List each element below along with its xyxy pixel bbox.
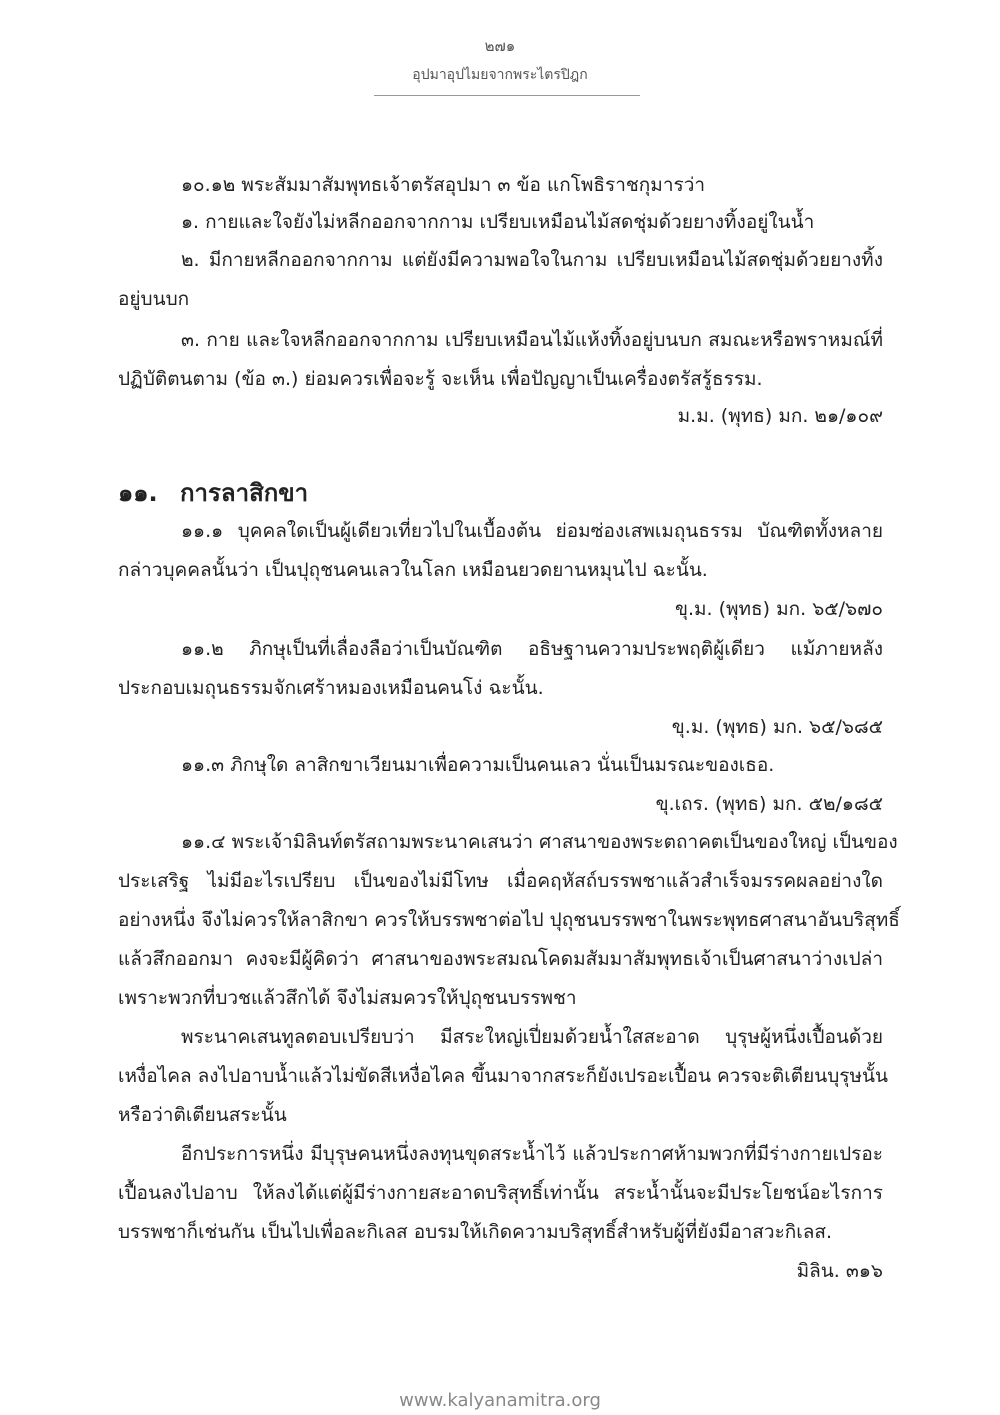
list-item-2-line-1: ๒. มีกายหลีกออกจากกาม แต่ยังมีความพอใจในกาม เปรียบเหมือนไม้สดชุ่มด้วยยางทิ้ง	[181, 249, 883, 271]
section-number: ๑๑.	[118, 479, 158, 507]
citation-10-12: ม.ม. (พุทธ) มก. ๒๑/๑๐๙	[677, 405, 883, 427]
paragraph-11-4-line-4: แล้วสึกออกมา คงจะมีผู้คิดว่า ศาสนาของพระสมณโคดมสัมมาสัมพุทธเจ้าเป็นศาสนาว่างเปล่า	[118, 948, 883, 970]
list-item-3-line-2: ปฏิบัติตนตาม (ข้อ ๓.) ย่อมควรเพื่อจะรู้ จะเห็น เพื่อปัญญาเป็นเครื่องตรัสรู้ธรรม.	[118, 368, 763, 390]
page-number: ๒๗๑	[484, 37, 516, 55]
citation-11-3: ขุ.เถร. (พุทธ) มก. ๕๒/๑๘๕	[655, 793, 883, 815]
citation-milinda: มิลิน. ๓๑๖	[796, 1260, 883, 1282]
paragraph-10-12-intro: ๑๐.๑๒ พระสัมมาสัมพุทธเจ้าตรัสอุปมา ๓ ข้อ แกโพธิราชกุมารว่า	[181, 174, 706, 196]
paragraph-11-2-line-1: ๑๑.๒ ภิกษุเป็นที่เลื่องลือว่าเป็นบัณฑิต อธิษฐานความประพฤติผู้เดียว แม้ภายหลัง	[181, 638, 883, 660]
paragraph-analogy-line-1: อีกประการหนึ่ง มีบุรุษคนหนึ่งลงทุนขุดสระน้ำไว้ แล้วประกาศห้ามพวกที่มีร่างกายเปรอะ	[181, 1143, 883, 1165]
paragraph-11-4-line-3: อย่างหนึ่ง จึงไม่ควรให้ลาสิกขา ควรให้บรรพชาต่อไป ปุถุชนบรรพชาในพระพุทธศาสนาอันบริสุทธิ์	[118, 909, 900, 931]
paragraph-answer-line-2: เหงื่อไคล ลงไปอาบน้ำแล้วไม่ขัดสีเหงื่อไคล ขึ้นมาจากสระก็ยังเปรอะเปื้อน ควรจะติเตียนบุรุษนั้น	[118, 1065, 888, 1087]
paragraph-analogy-line-3: บรรพชาก็เช่นกัน เป็นไปเพื่อละกิเลส อบรมให้เกิดความบริสุทธิ์สำหรับผู้ที่ยังมีอาสวะกิเลส.	[118, 1221, 833, 1243]
footer-website: www.kalyanamitra.org	[399, 1390, 601, 1411]
paragraph-answer-line-3: หรือว่าติเตียนสระนั้น	[118, 1104, 287, 1126]
paragraph-analogy-line-2: เปื้อนลงไปอาบ ให้ลงได้แต่ผู้มีร่างกายสะอาดบริสุทธิ์เท่านั้น สระน้ำนั้นจะมีประโยชน์อะไรการ	[118, 1182, 883, 1204]
paragraph-answer-line-1: พระนาคเสนทูลตอบเปรียบว่า มีสระใหญ่เปี่ยมด้วยน้ำใสสะอาด บุรุษผู้หนึ่งเปื้อนด้วย	[181, 1026, 883, 1048]
paragraph-11-4-line-1: ๑๑.๔ พระเจ้ามิลินท์ตรัสถามพระนาคเสนว่า ศาสนาของพระตถาคตเป็นของใหญ่ เป็นของ	[181, 831, 898, 853]
header-divider	[374, 95, 640, 96]
citation-11-1: ขุ.ม. (พุทธ) มก. ๖๕/๖๗๐	[674, 598, 883, 620]
running-header-title: อุปมาอุปไมยจากพระไตรปิฎก	[412, 67, 588, 83]
paragraph-11-4-line-2: ประเสริฐ ไม่มีอะไรเปรียบ เป็นของไม่มีโทษ เมื่อคฤหัสถ์บรรพชาแล้วสำเร็จมรรคผลอย่างใด	[118, 870, 883, 892]
section-heading	[118, 478, 308, 508]
paragraph-11-1-line-2: กล่าวบุคคลนั้นว่า เป็นปุถุชนคนเลวในโลก เหมือนยวดยานหมุนไป ฉะนั้น.	[118, 559, 708, 581]
paragraph-11-3: ๑๑.๓ ภิกษุใด ลาสิกขาเวียนมาเพื่อความเป็นคนเลว นั่นเป็นมรณะของเธอ.	[181, 754, 775, 776]
list-item-1: ๑. กายและใจยังไม่หลีกออกจากกาม เปรียบเหมือนไม้สดชุ่มด้วยยางทิ้งอยู่ในน้ำ	[181, 211, 815, 233]
citation-11-2: ขุ.ม. (พุทธ) มก. ๖๕/๖๘๕	[671, 716, 883, 738]
list-item-2-line-2: อยู่บนบก	[118, 288, 190, 310]
section-title: การลาสิกขา	[180, 479, 309, 507]
paragraph-11-1-line-1: ๑๑.๑ บุคคลใดเป็นผู้เดียวเที่ยวไปในเบื้องต้น ย่อมซ่องเสพเมถุนธรรม บัณฑิตทั้งหลาย	[181, 520, 883, 542]
list-item-3-line-1: ๓. กาย และใจหลีกออกจากกาม เปรียบเหมือนไม้แห้งทิ้งอยู่บนบก สมณะหรือพราหมณ์ที่	[181, 329, 883, 351]
paragraph-11-4-line-5: เพราะพวกที่บวชแล้วสึกได้ จึงไม่สมควรให้ปุถุชนบรรพชา	[118, 987, 577, 1009]
paragraph-11-2-line-2: ประกอบเมถุนธรรมจักเศร้าหมองเหมือนคนโง่ ฉะนั้น.	[118, 677, 544, 699]
